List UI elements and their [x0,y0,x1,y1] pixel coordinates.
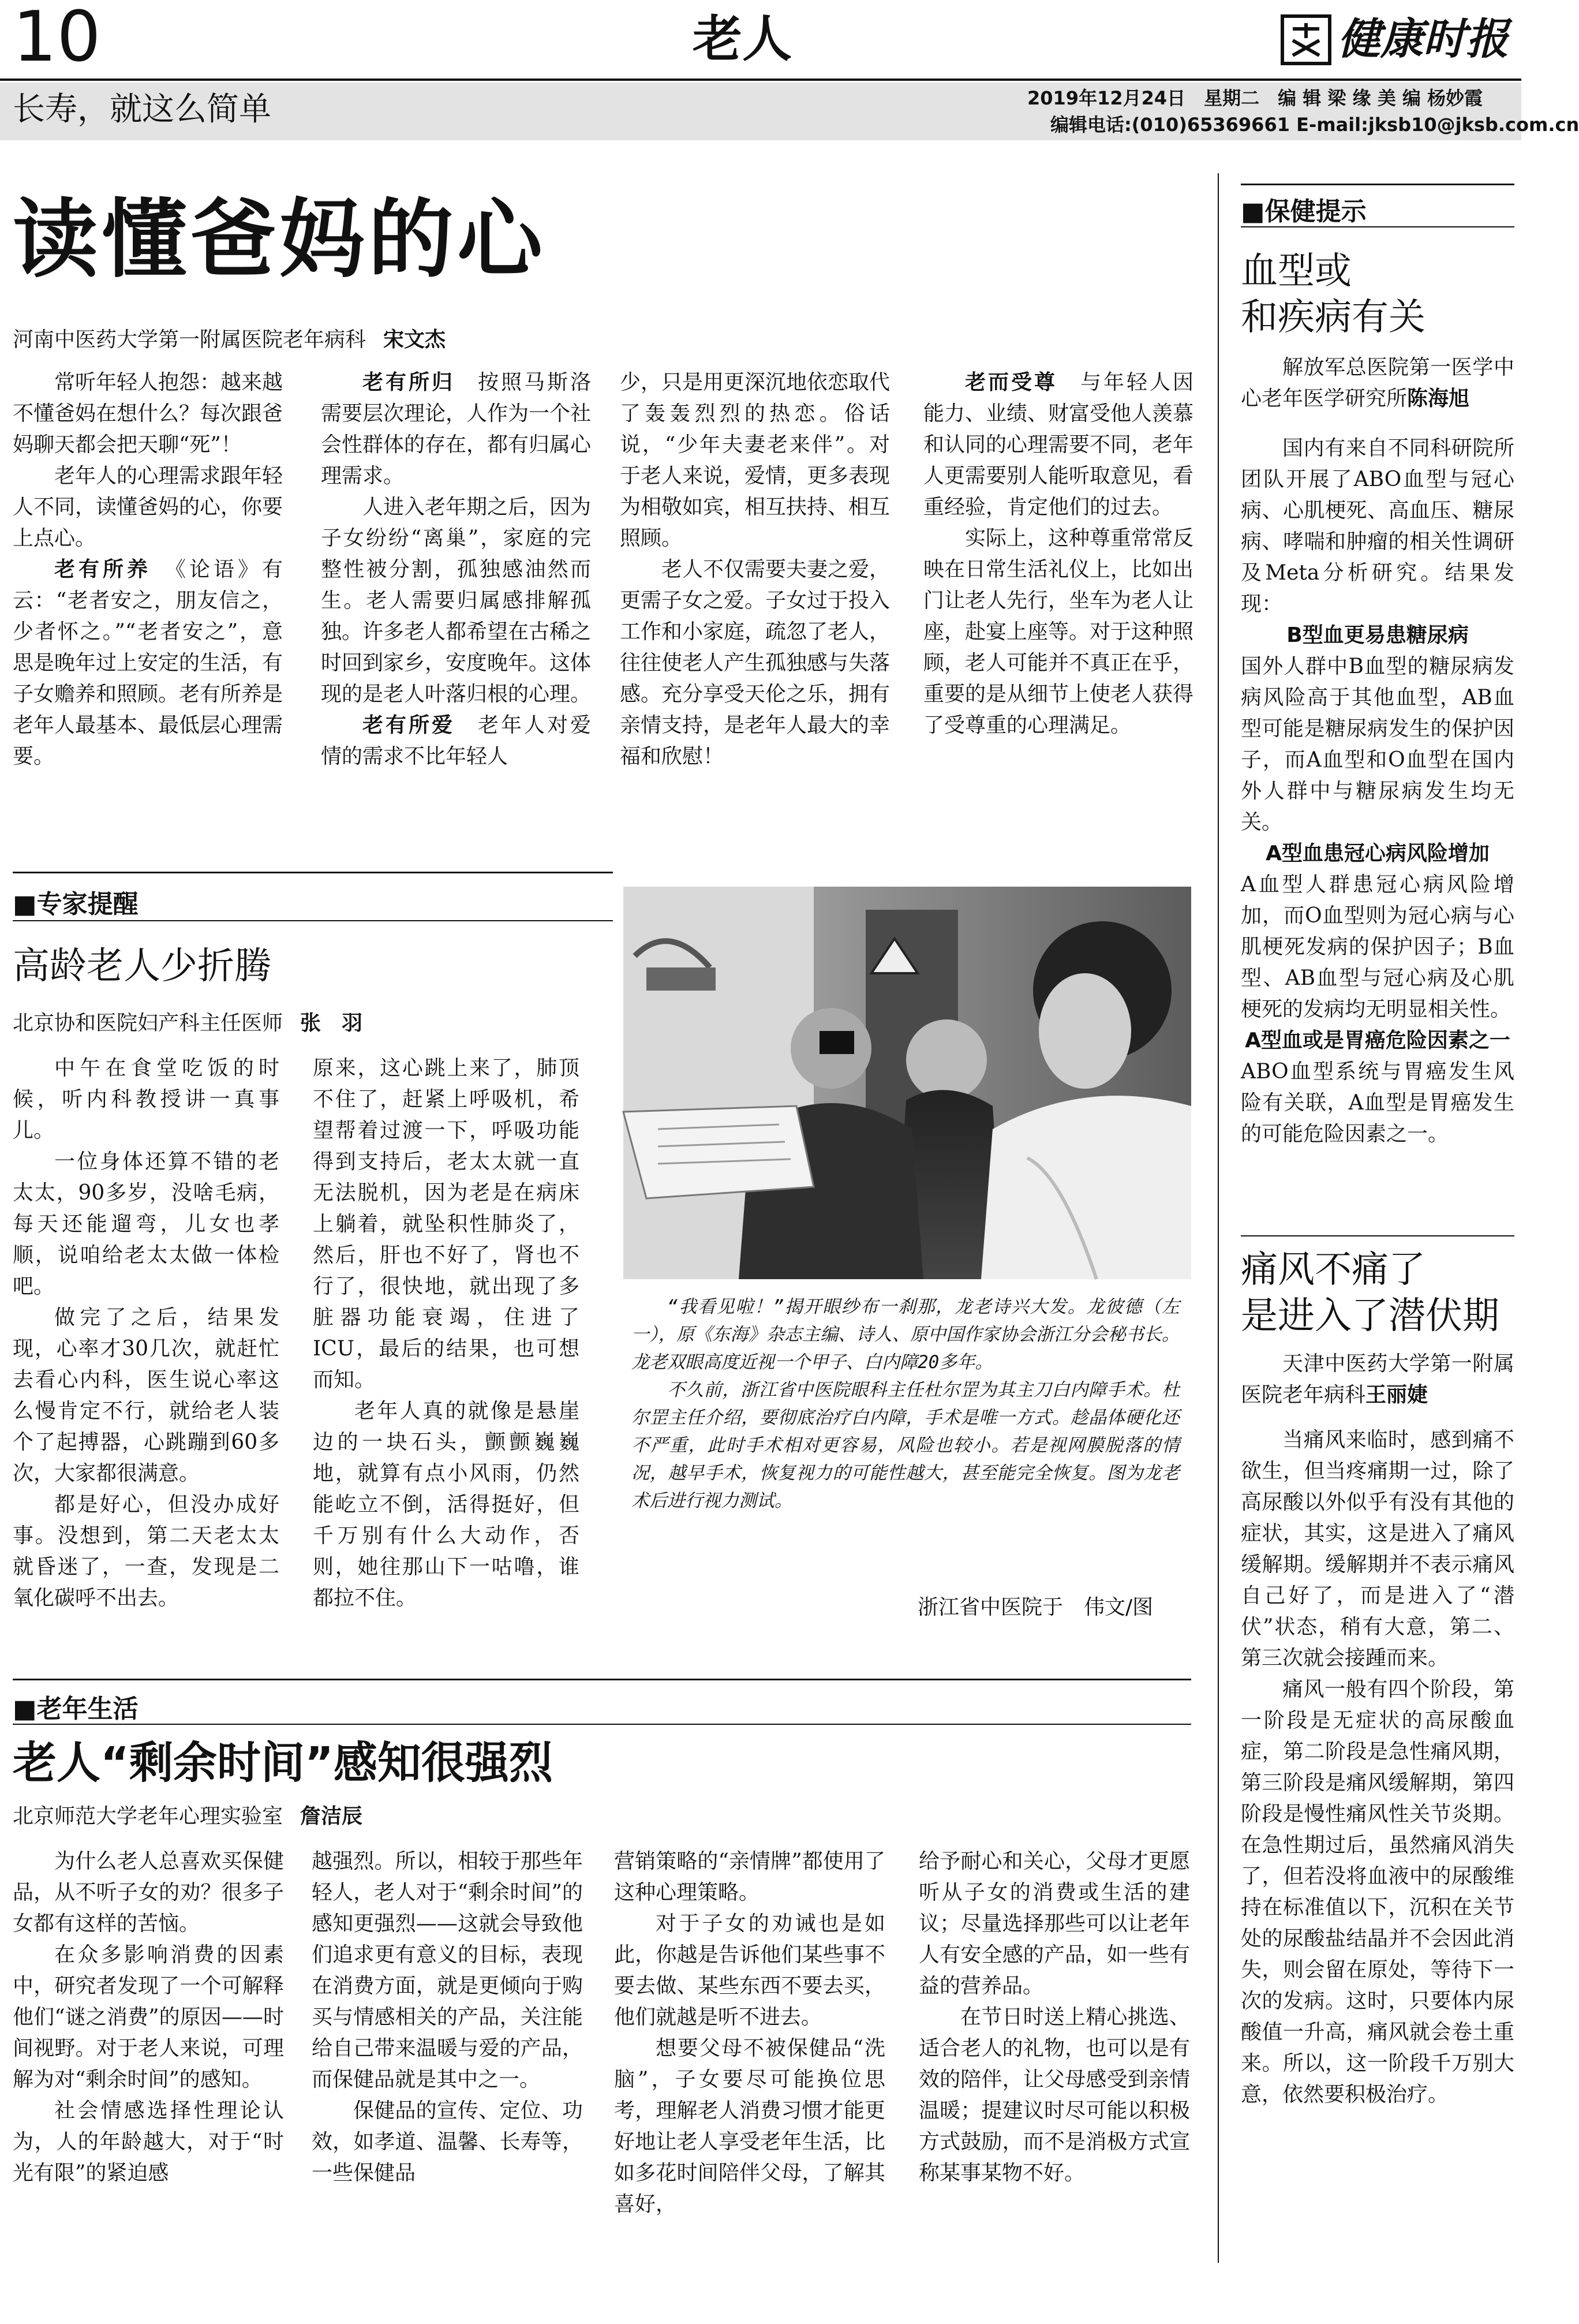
sidebar-byline-author: 陈海旭 [1407,387,1470,410]
main-col-3 [620,367,890,772]
main-paragraph [13,554,283,772]
masthead-name: 健康时报 [1338,14,1509,64]
paragraph-text: 按照马斯洛需要层次理论，人作为一个社会性群体的存在，都有归属心理需求。 [321,371,592,488]
sidebar-title-line: 痛风不痛了 [1241,1249,1425,1291]
expert-paragraph: 都是好心，但没办成好事。没想到，第二天老太太就昏迷了，一查，发现是二氧化碳呼不出去。 [13,1493,279,1610]
section-title: 老人 [693,10,792,68]
main-paragraph: 常听年轻人抱怨：越来越不懂爸妈在想什么？每次跟爸妈聊天都会把天聊“死”！ [13,371,283,457]
life-paragraph: 保健品的宣传、定位、功效，如孝道、温馨、长寿等，一些保健品 [312,2099,583,2185]
main-col-1 [13,367,283,772]
sidebar-divider [1218,173,1219,2263]
photo-credit: 浙江省中医院于 伟文/图 [918,1596,1154,1619]
sidebar-top-rule [1241,184,1514,185]
life-col-4 [919,1846,1190,2189]
sidebar-byline-org: 天津中医药大学第一附属医院老年病科 [1241,1352,1514,1407]
sidebar-title-line: 和疾病有关 [1241,296,1425,339]
main-paragraph [321,710,591,772]
photo-caption [631,1293,1180,1515]
main-paragraph [923,367,1193,523]
sidebar-byline-org: 解放军总医院第一医学中心老年医学研究所 [1241,356,1514,410]
expert-paragraph: 原来，这心跳上来了，肺顶不住了，赶紧上呼吸机，希望帮着过渡一下，呼吸功能得到支持后，老太太就一直无法脱机，因为老是在病床上躺着，就坠积性肺炎了，然后，肝也不好了，肾也不行了，很快地，就出现了多脏器功能衰竭，住进了ICU，最后的结果，也可想而知。 [313,1056,579,1392]
paragraph-text: 《论语》有云：“老者安之，朋友信之，少者怀之。”“老者安之”，意思是晚年过上安定的生活，有子女赡养和照顾。老有所养是老年人最基本、最低层心理需要。 [13,558,283,768]
expert-paragraph: 中午在食堂吃饭的时候，听内科教授讲一真事儿。 [13,1056,279,1142]
sidebar-paragraph: ABO血型系统与胃癌发生风险有关联，A血型是胃癌发生的可能危险因素之一。 [1241,1060,1514,1146]
life-paragraph: 在节日时送上精心挑选、适合老人的礼物，也可以是有效的陪伴，让父母感受到亲情温暖；提建议时尽可能以积极方式鼓励，而不是消极方式宣称某事某物不好。 [919,2005,1190,2185]
life-section-tag: ■老年生活 [13,1694,139,1724]
life-byline [13,1800,362,1829]
expert-col-1 [13,1053,279,1614]
sidebar-subhead: A型血患冠心病风险增加 [1266,842,1490,865]
life-paragraph: 社会情感选择性理论认为，人的年龄越大，对于“时光有限”的紧迫感 [13,2099,284,2185]
expert-paragraph: 一位身体还算不错的老太太，90多岁，没啥毛病，每天还能遛弯，儿女也孝顺，说咱给老太太做一体检吧。 [13,1150,279,1298]
main-byline-org: 河南中医药大学第一附属医院老年病科 [13,328,366,352]
expert-col-2 [313,1053,579,1614]
expert-paragraph: 做完了之后，结果发现，心率才30几次，就赶忙去看心内科，医生说心率这么慢肯定不行，就给老人装个了起搏器，心跳蹦到60多次，大家都很满意。 [13,1306,279,1485]
life-tag-rule [13,1724,1191,1725]
sidebar-subhead: A型血或是胃癌危险因素之一 [1245,1029,1510,1052]
lead-in: 老而受尊 [965,371,1057,394]
sidebar-article-2 [1241,1348,1514,2110]
main-paragraph: 老年人的心理需求跟年轻人不同，读懂爸妈的心，你要上点心。 [13,464,283,550]
life-top-rule [13,1679,1191,1680]
paragraph-text: 老年人对爱情的需求不比年轻人 [321,713,591,768]
page-number: 10 [13,0,101,77]
lead-in: 老有所养 [54,558,151,581]
contact-line: 编辑电话:(010)65369661 E-mail:jksb10@jksb.com.cn [1050,114,1579,136]
sidebar-paragraph: 国外人群中B血型的糖尿病发病风险高于其他血型，AB血型可能是糖尿病发生的保护因子，而A血型和O血型在国内外人群中与糖尿病发生均无关。 [1241,655,1514,834]
sidebar-byline [1241,352,1514,414]
sidebar-article-1 [1241,352,1514,1150]
life-byline-author: 詹洁辰 [300,1804,363,1828]
main-paragraph: 人进入老年期之后，因为子女纷纷“离巢”，家庭的完整性被分割，孤独感油然而生。老人需要归属感排解孤独。许多老人都希望在古稀之时回到家乡，安度晚年。这体现的是老人叶落归根的心理。 [321,495,592,706]
expert-paragraph: 老年人真的就像是悬崖边的一块石头，颤颤巍巍地，就算有点小风雨，仍然能屹立不倒，活得挺好，但千万别有什么大动作，否则，她往那山下一咕噜，谁都拉不住。 [313,1399,579,1610]
sidebar-paragraph: 痛风一般有四个阶段，第一阶段是无症状的高尿酸血症，第二阶段是急性痛风期，第三阶段是痛风缓解期，第四阶段是慢性痛风性关节炎期。在急性期过后，虽然痛风消失了，但若没将血液中的尿酸维持在标准值以下，沉积在关节处的尿酸盐结晶并不会因此消失，则会留在原处，等待下一次的发病。这时，只要体内尿酸值一升高，痛风就会卷土重来。所以，这一阶段千万别大意，依然要积极治疗。 [1241,1677,1514,2106]
main-byline-author: 宋文杰 [383,328,446,352]
sidebar-paragraph: A血型人群患冠心病风险增加，而O血型则为冠心病与心肌梗死发病的保护因子；B血型、AB血型与冠心病及心肌梗死的发病均无明显相关性。 [1241,873,1514,1021]
masthead-seal-icon [1281,15,1331,65]
main-paragraph: 老人不仅需要夫妻之爱，更需子女之爱。子女过于投入工作和小家庭，疏忽了老人，往往使老人产生孤独感与失落感。充分享受天伦之乐，拥有亲情支持，是老年人最大的幸福和欣慰！ [620,558,890,768]
main-paragraph: 实际上，这种尊重常常反映在日常生活礼仪上，比如出门让老人先行，坐车为老人让座，赴宴上座等。对于这种照顾，老人可能并不真正在乎，重要的是从细节上使老人获得了受尊重的心理满足。 [923,526,1194,737]
expert-tag-rule [13,920,613,921]
life-col-2 [312,1846,583,2189]
sidebar-byline [1241,1348,1514,1411]
news-photo [623,887,1191,1279]
paragraph-text: 与年轻人因能力、业绩、财富受他人羡慕和认同的心理需要不同，老年人更需要别人能听取意见，看重经验，肯定他们的过去。 [923,371,1194,519]
sidebar-byline-author: 王丽婕 [1365,1383,1428,1407]
page-tagline: 长寿，就这么简单 [13,91,271,128]
main-paragraph: 少，只是用更深沉地依恋取代了轰轰烈烈的热恋。俗话说，“少年夫妻老来伴”。对于老人来说，爱情，更多表现为相敬如宾，相互扶持、相互照顾。 [620,371,890,550]
lead-in: 老有所爱 [362,713,455,737]
main-col-4 [923,367,1193,741]
life-paragraph: 想要父母不被保健品“洗脑”，子女要尽可能换位思考，理解老人消费习惯才能更好地让老人享受老年生活，比如多花时间陪伴父母，了解其喜好， [614,2037,885,2216]
life-title: 老人“剩余时间”感知很强烈 [13,1737,553,1788]
life-paragraph: 对于子女的劝诫也是如此，你越是告诉他们某些事不要去做、某些东西不要去买，他们就越是听不进去。 [614,1912,885,2029]
caption-paragraph: 不久前，浙江省中医院眼科主任杜尔罡为其主刀白内障手术。杜尔罡主任介绍，要彻底治疗白内障，手术是唯一方式。趁晶体硬化还不严重，此时手术相对更容易，风险也较小。若是视网膜脱落的情况，越早手术，恢复视力的可能性越大，甚至能完全恢复。图为龙老术后进行视力测试。 [631,1380,1180,1511]
expert-byline-org: 北京协和医院妇产科主任医师 [13,1011,283,1035]
expert-byline-author: 张 羽 [300,1011,363,1035]
sidebar-paragraph: 当痛风来临时，感到痛不欲生，但当疼痛期一过，除了高尿酸以外似乎有没有其他的症状，其实，这是进入了痛风缓解期。缓解期并不表示痛风自己好了，而是进入了“潜伏”状态，稍有大意，第二、第三次就会接踵而来。 [1241,1428,1514,1670]
sidebar-tag-rule [1241,226,1514,227]
header-rule [0,79,1521,81]
life-paragraph: 给予耐心和关心，父母才更愿听从子女的消费或生活的建议；尽量选择那些可以让老年人有安全感的产品，如一些有益的营养品。 [919,1850,1190,1998]
expert-title: 高龄老人少折腾 [13,945,271,988]
sidebar-subhead: B型血更易患糖尿病 [1286,623,1469,647]
expert-byline [13,1007,362,1036]
expert-top-rule [13,872,613,873]
main-article-title: 读懂爸妈的心 [13,190,546,289]
main-byline [13,323,446,353]
sidebar-article-1-title [1241,248,1425,341]
life-paragraph: 营销策略的“亲情牌”都使用了这种心理策略。 [614,1850,885,1904]
main-paragraph [321,367,591,492]
date-line: 2019年12月24日 星期二 编 辑 梁 缘 美 编 杨妙霞 [1027,87,1483,109]
sidebar-title-line: 血型或 [1241,250,1352,293]
life-col-3 [614,1846,885,2220]
life-paragraph: 为什么老人总喜欢买保健品，从不听子女的劝？很多子女都有这样的苦恼。 [13,1850,284,1936]
sidebar-title-line: 是进入了潜伏期 [1241,1295,1499,1337]
life-paragraph: 越强烈。所以，相较于那些年轻人，老人对于“剩余时间”的感知更强烈——这就会导致他们追求更有意义的目标，表现在消费方面，就是更倾向于购买与情感相关的产品，关注能给自己带来温暖与爱的产品，而保健品就是其中之一。 [312,1850,583,2091]
sidebar-paragraph: 国内有来自不同科研院所团队开展了ABO血型与冠心病、心肌梗死、高血压、糖尿病、哮喘和肿瘤的相关性调研及Meta分析研究。结果发现： [1241,436,1514,616]
life-paragraph: 在众多影响消费的因素中，研究者发现了一个可解释他们“谜之消费”的原因——时间视野。对于老人来说，可理解为对“剩余时间”的感知。 [13,1943,284,2091]
life-byline-org: 北京师范大学老年心理实验室 [13,1804,283,1828]
sidebar-section-tag: ■保健提示 [1241,197,1367,226]
expert-section-tag: ■专家提醒 [13,890,139,919]
caption-paragraph: “我看见啦！”揭开眼纱布一刹那，龙老诗兴大发。龙彼德（左一），原《东海》杂志主编、诗人、原中国作家协会浙江分会秘书长。龙老双眼高度近视一个甲子、白内障20多年。 [631,1296,1180,1373]
main-col-2 [321,367,591,772]
lead-in: 老有所归 [362,371,455,394]
sidebar-mid-rule [1241,1235,1514,1236]
life-col-1 [13,1846,284,2189]
sidebar-article-2-title [1241,1247,1499,1339]
photo-illustration [623,887,1191,1279]
